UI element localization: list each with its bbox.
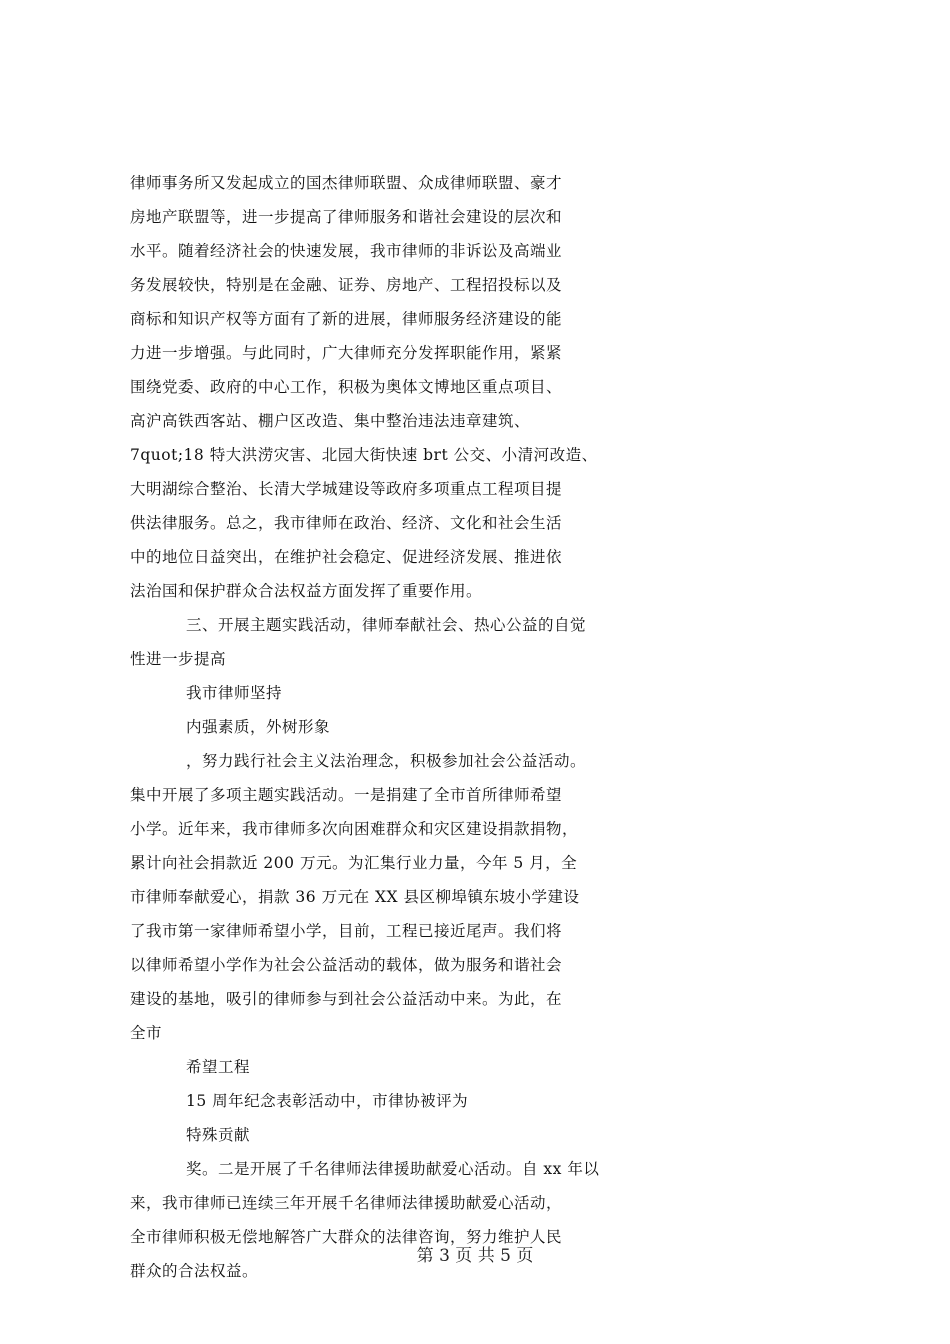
text-line: 围绕党委、政府的中心工作，积极为奥体文博地区重点项目、 — [130, 378, 563, 396]
text-line: 律师事务所又发起成立的国杰律师联盟、众成律师联盟、豪才 — [130, 174, 563, 192]
page-footer: 第 3 页 共 5 页 — [416, 1246, 534, 1266]
text-line: 15 周年纪念表彰活动中，市律协被评为 — [186, 1092, 469, 1110]
text-line: 内强素质，外树形象 — [186, 718, 331, 736]
text-line: 特殊贡献 — [186, 1126, 251, 1144]
text-line: 房地产联盟等，进一步提高了律师服务和谐社会建设的层次和 — [130, 208, 563, 226]
text-line: 了我市第一家律师希望小学，目前，工程已接近尾声。我们将 — [130, 922, 563, 940]
text-line: 大明湖综合整治、长清大学城建设等政府多项重点工程项目提 — [130, 480, 563, 498]
text-line: 商标和知识产权等方面有了新的进展，律师服务经济建设的能 — [130, 310, 563, 328]
text-line: 力进一步增强。与此同时，广大律师充分发挥职能作用，紧紧 — [130, 344, 563, 362]
text-line: 奖。二是开展了千名律师法律援助献爱心活动。自 xx 年以 — [186, 1160, 600, 1178]
text-line: 中的地位日益突出，在维护社会稳定、促进经济发展、推进依 — [130, 548, 563, 566]
text-line: 来，我市律师已连续三年开展千名律师法律援助献爱心活动， — [130, 1194, 563, 1212]
text-line: 供法律服务。总之，我市律师在政治、经济、文化和社会生活 — [130, 514, 563, 532]
text-line: ，努力践行社会主义法治理念，积极参加社会公益活动。 — [186, 752, 587, 770]
text-line: 高沪高铁西客站、棚户区改造、集中整治违法违章建筑、 — [130, 412, 531, 430]
body-text — [130, 166, 840, 1288]
text-line: 市律师奉献爱心，捐款 36 万元在 XX 县区柳埠镇东坡小学建设 — [130, 888, 580, 906]
text-line: 集中开展了多项主题实践活动。一是捐建了全市首所律师希望 — [130, 786, 563, 804]
text-line: 累计向社会捐款近 200 万元。为汇集行业力量，今年 5 月，全 — [130, 854, 578, 872]
text-line: 建设的基地，吸引的律师参与到社会公益活动中来。为此，在 — [130, 990, 563, 1008]
text-line: 群众的合法权益。 — [130, 1262, 259, 1280]
text-line: 性进一步提高 — [130, 650, 227, 668]
text-line: 水平。随着经济社会的快速发展，我市律师的非诉讼及高端业 — [130, 242, 563, 260]
text-line: 7quot;18 特大洪涝灾害、北园大街快速 brt 公交、小清河改造、 — [130, 446, 598, 464]
text-line: 我市律师坚持 — [186, 684, 283, 702]
text-line: 法治国和保护群众合法权益方面发挥了重要作用。 — [130, 582, 483, 600]
text-line: 以律师希望小学作为社会公益活动的载体，做为服务和谐社会 — [130, 956, 563, 974]
text-line: 小学。近年来，我市律师多次向困难群众和灾区建设捐款捐物， — [130, 820, 579, 838]
text-line: 务发展较快，特别是在金融、证券、房地产、工程招投标以及 — [130, 276, 563, 294]
text-line: 三、开展主题实践活动，律师奉献社会、热心公益的自觉 — [186, 616, 587, 634]
text-line: 希望工程 — [186, 1058, 251, 1076]
text-line: 全市 — [130, 1024, 163, 1042]
text-line: 全市律师积极无偿地解答广大群众的法律咨询，努力维护人民 — [130, 1228, 563, 1246]
